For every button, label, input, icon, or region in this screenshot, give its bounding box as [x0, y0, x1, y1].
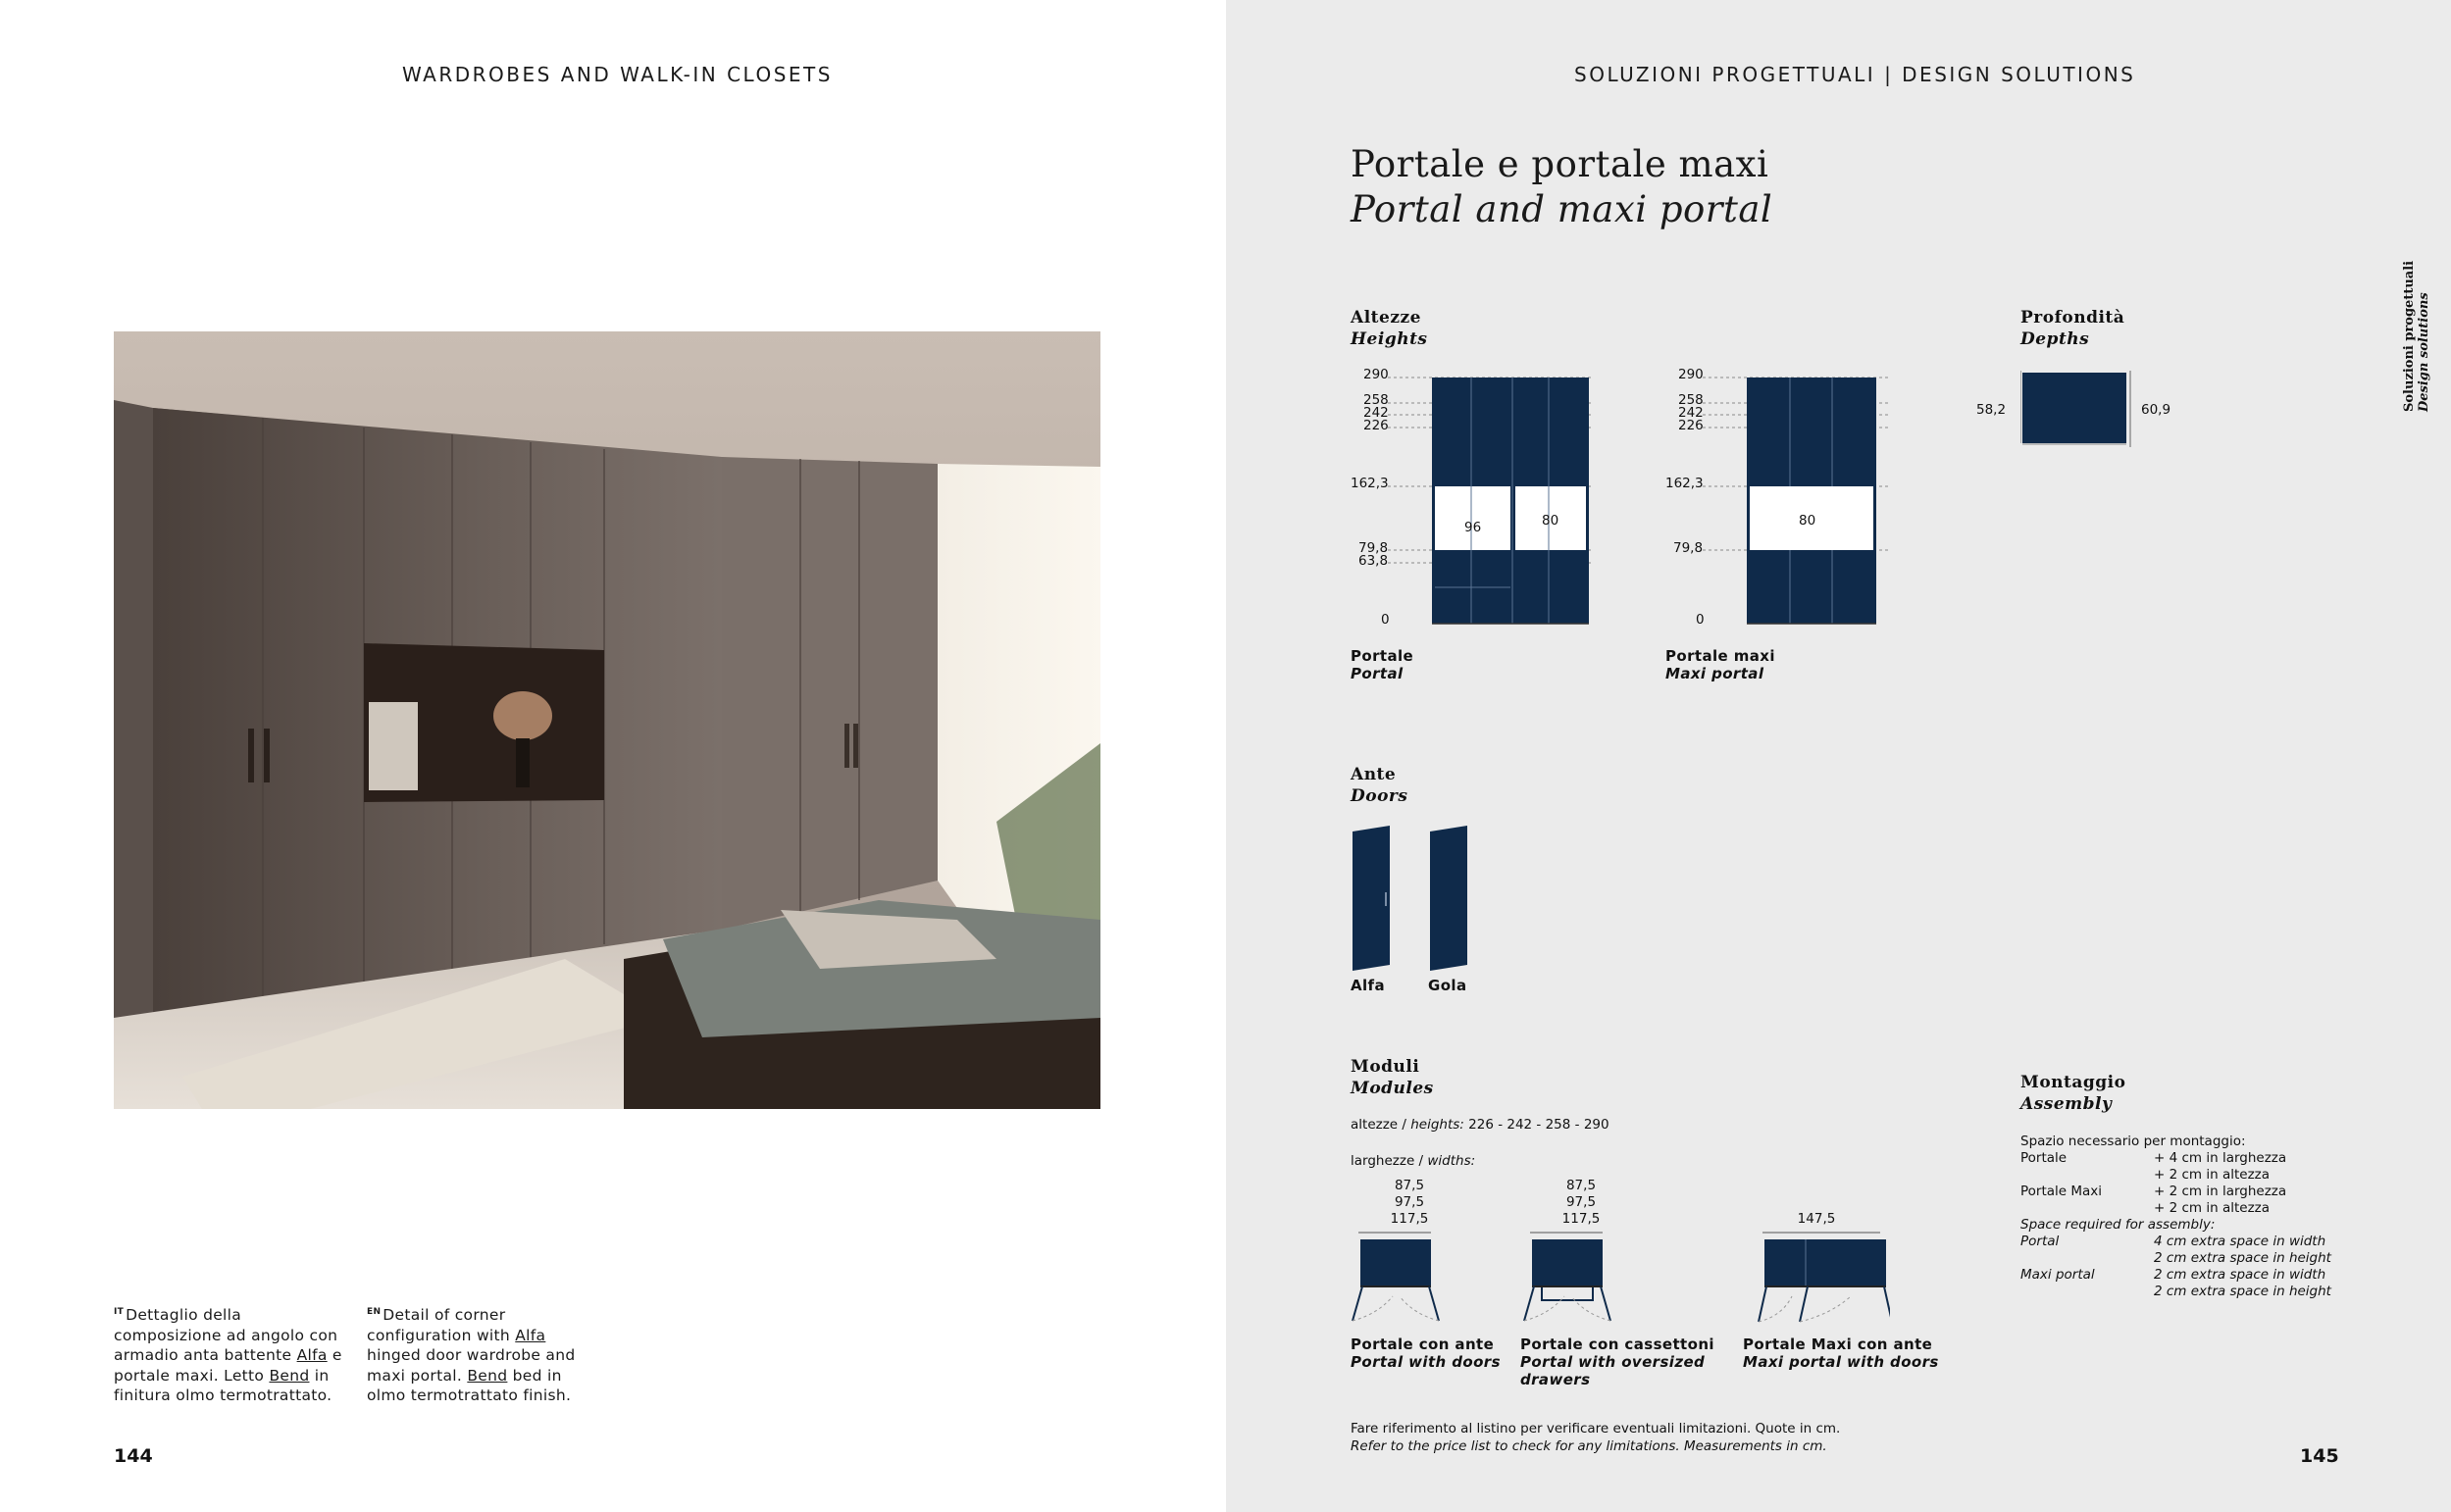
- height-tick: 290: [1363, 367, 1389, 382]
- caption-english: [367, 1302, 607, 1406]
- height-tick: 242: [1678, 405, 1704, 421]
- module-label-en: Maxi portal with doors: [1743, 1353, 1939, 1371]
- running-head-right: SOLUZIONI PROGETTUALI | DESIGN SOLUTIONS: [1574, 63, 2136, 86]
- row-value: 4 cm extra space in width: [2154, 1234, 2326, 1249]
- right-page: [1226, 0, 2451, 1512]
- heights-subtitle: Heights: [1351, 329, 1428, 349]
- page-title: Portale e portale maxi: [1351, 143, 1769, 185]
- door-name: Gola: [1428, 977, 1467, 994]
- inner-height-label: 80: [1542, 513, 1559, 529]
- caption-italian: [114, 1302, 354, 1406]
- module-label-en: Portal with oversized: [1520, 1353, 1706, 1371]
- portal-label: Portale: [1351, 647, 1414, 665]
- assembly-intro: Spazio necessario per montaggio:: [2020, 1134, 2246, 1149]
- row-value: 2 cm extra space in height: [2154, 1250, 2331, 1266]
- label-en: widths:: [1427, 1153, 1476, 1169]
- height-tick: 162,3: [1665, 476, 1704, 491]
- bend-link[interactable]: Bend: [269, 1366, 310, 1385]
- depth-right-value: 60,9: [2141, 402, 2171, 418]
- module-label: Portale con cassettoni: [1520, 1336, 1714, 1353]
- height-tick: 258: [1678, 392, 1704, 408]
- height-tick: 290: [1678, 367, 1704, 382]
- caption-en-line: hinged door wardrobe and: [367, 1346, 576, 1365]
- width-value: 87,5: [1394, 1178, 1425, 1193]
- label-en: heights:: [1410, 1117, 1464, 1133]
- page-subtitle: Portal and maxi portal: [1351, 188, 1773, 230]
- doors-title: Ante: [1351, 765, 1397, 784]
- label-it: larghezze /: [1351, 1153, 1428, 1169]
- row-value: 2 cm extra space in width: [2154, 1267, 2326, 1283]
- module-widths-label: [1351, 1153, 1475, 1169]
- module-label-en: Portal with doors: [1351, 1353, 1501, 1371]
- side-section-label: [2402, 261, 2431, 412]
- running-head-left: WARDROBES AND WALK-IN CLOSETS: [402, 63, 833, 86]
- module-heights: [1351, 1117, 1609, 1133]
- caption-it-line: in: [309, 1366, 330, 1385]
- caption-en-line: maxi portal.: [367, 1366, 468, 1385]
- height-tick: 0: [1381, 612, 1390, 628]
- height-tick: 63,8: [1358, 553, 1389, 569]
- alfa-link[interactable]: Alfa: [515, 1326, 546, 1344]
- module-label: Portale con ante: [1351, 1336, 1495, 1353]
- assembly-subtitle: Assembly: [2020, 1094, 2113, 1114]
- door-name: Alfa: [1351, 977, 1385, 994]
- maxi-portal-label: Portale maxi: [1665, 647, 1775, 665]
- height-tick: 258: [1363, 392, 1389, 408]
- caption-it-line: armadio anta battente: [114, 1346, 297, 1365]
- width-value: 97,5: [1565, 1194, 1597, 1210]
- assembly-title: Montaggio: [2020, 1073, 2126, 1092]
- caption-it-line: e: [327, 1346, 342, 1365]
- row-value: 2 cm extra space in height: [2154, 1284, 2331, 1299]
- module-maxi-portal-doors-icon: [1753, 1228, 1890, 1331]
- modules-subtitle: Modules: [1351, 1079, 1434, 1098]
- maxi-portal-height-diagram: [1665, 363, 1920, 637]
- row-key: Portale Maxi: [2020, 1184, 2103, 1199]
- caption-it-line: finitura olmo termotrattato.: [114, 1386, 332, 1405]
- side-label-en: Design solutions: [2417, 292, 2431, 412]
- doors-subtitle: Doors: [1351, 786, 1408, 806]
- module-portal-doors-icon: [1349, 1228, 1447, 1331]
- caption-en-line: Detail of corner: [383, 1306, 506, 1325]
- caption-en-line: bed in: [507, 1366, 562, 1385]
- height-tick: 242: [1363, 405, 1389, 421]
- module-label: Portale Maxi con ante: [1743, 1336, 1933, 1353]
- row-key: Portal: [2020, 1234, 2060, 1249]
- height-tick: 226: [1678, 418, 1704, 433]
- depth-diagram: [2020, 369, 2138, 447]
- row-value: + 2 cm in altezza: [2154, 1200, 2271, 1216]
- inner-height-label: 96: [1464, 520, 1482, 535]
- bedroom-photo: [114, 331, 1100, 1109]
- values: 226 - 242 - 258 - 290: [1463, 1117, 1609, 1133]
- footnote-en: Refer to the price list to check for any limitations. Measurements in cm.: [1351, 1438, 1827, 1454]
- assembly-intro-en: Space required for assembly:: [2020, 1217, 2216, 1233]
- row-value: + 2 cm in larghezza: [2154, 1184, 2287, 1199]
- height-tick: 79,8: [1673, 540, 1704, 556]
- portal-label-en: Portal: [1351, 665, 1404, 682]
- alfa-link[interactable]: Alfa: [296, 1346, 328, 1365]
- row-key: Maxi portal: [2020, 1267, 2095, 1283]
- depths-subtitle: Depths: [2020, 329, 2090, 349]
- row-value: + 2 cm in altezza: [2154, 1167, 2271, 1183]
- alfa-door-icon: [1351, 824, 1394, 978]
- height-tick: 162,3: [1351, 476, 1389, 491]
- heights-title: Altezze: [1351, 308, 1421, 328]
- caption-en-line: configuration with: [367, 1326, 516, 1344]
- module-portal-drawers-icon: [1520, 1228, 1618, 1331]
- width-value: 117,5: [1561, 1211, 1601, 1227]
- caption-it-line: portale maxi. Letto: [114, 1366, 270, 1385]
- depth-left-value: 58,2: [1976, 402, 2007, 418]
- inner-height-label: 80: [1799, 513, 1816, 529]
- caption-it-line: composizione ad angolo con: [114, 1326, 338, 1344]
- label-it: altezze /: [1351, 1117, 1411, 1133]
- gola-door-icon: [1428, 824, 1471, 978]
- row-value: + 4 cm in larghezza: [2154, 1150, 2287, 1166]
- caption-en-line: olmo termotrattato finish.: [367, 1386, 572, 1405]
- row-key: Portale: [2020, 1150, 2068, 1166]
- maxi-portal-label-en: Maxi portal: [1665, 665, 1764, 682]
- modules-title: Moduli: [1351, 1057, 1420, 1077]
- width-value: 97,5: [1394, 1194, 1425, 1210]
- width-value: 147,5: [1797, 1211, 1836, 1227]
- height-tick: 79,8: [1358, 540, 1389, 556]
- height-tick: 226: [1363, 418, 1389, 433]
- side-label-it: Soluzioni progettuali: [2402, 260, 2417, 412]
- page-number-left: 144: [114, 1445, 153, 1467]
- width-value: 87,5: [1565, 1178, 1597, 1193]
- caption-it-line: Dettaglio della: [126, 1306, 242, 1325]
- footnote-it: Fare riferimento al listino per verificare eventuali limitazioni. Quote in cm.: [1351, 1421, 1841, 1436]
- height-tick: 0: [1696, 612, 1705, 628]
- lang-badge-it: IT: [114, 1307, 125, 1317]
- page-number-right: 145: [2300, 1445, 2339, 1467]
- bend-link[interactable]: Bend: [467, 1366, 508, 1385]
- lang-badge-en: EN: [367, 1307, 382, 1317]
- portal-height-diagram: [1351, 363, 1606, 637]
- width-value: 117,5: [1390, 1211, 1429, 1227]
- depths-title: Profondità: [2020, 308, 2125, 328]
- module-label-en: drawers: [1520, 1371, 1591, 1388]
